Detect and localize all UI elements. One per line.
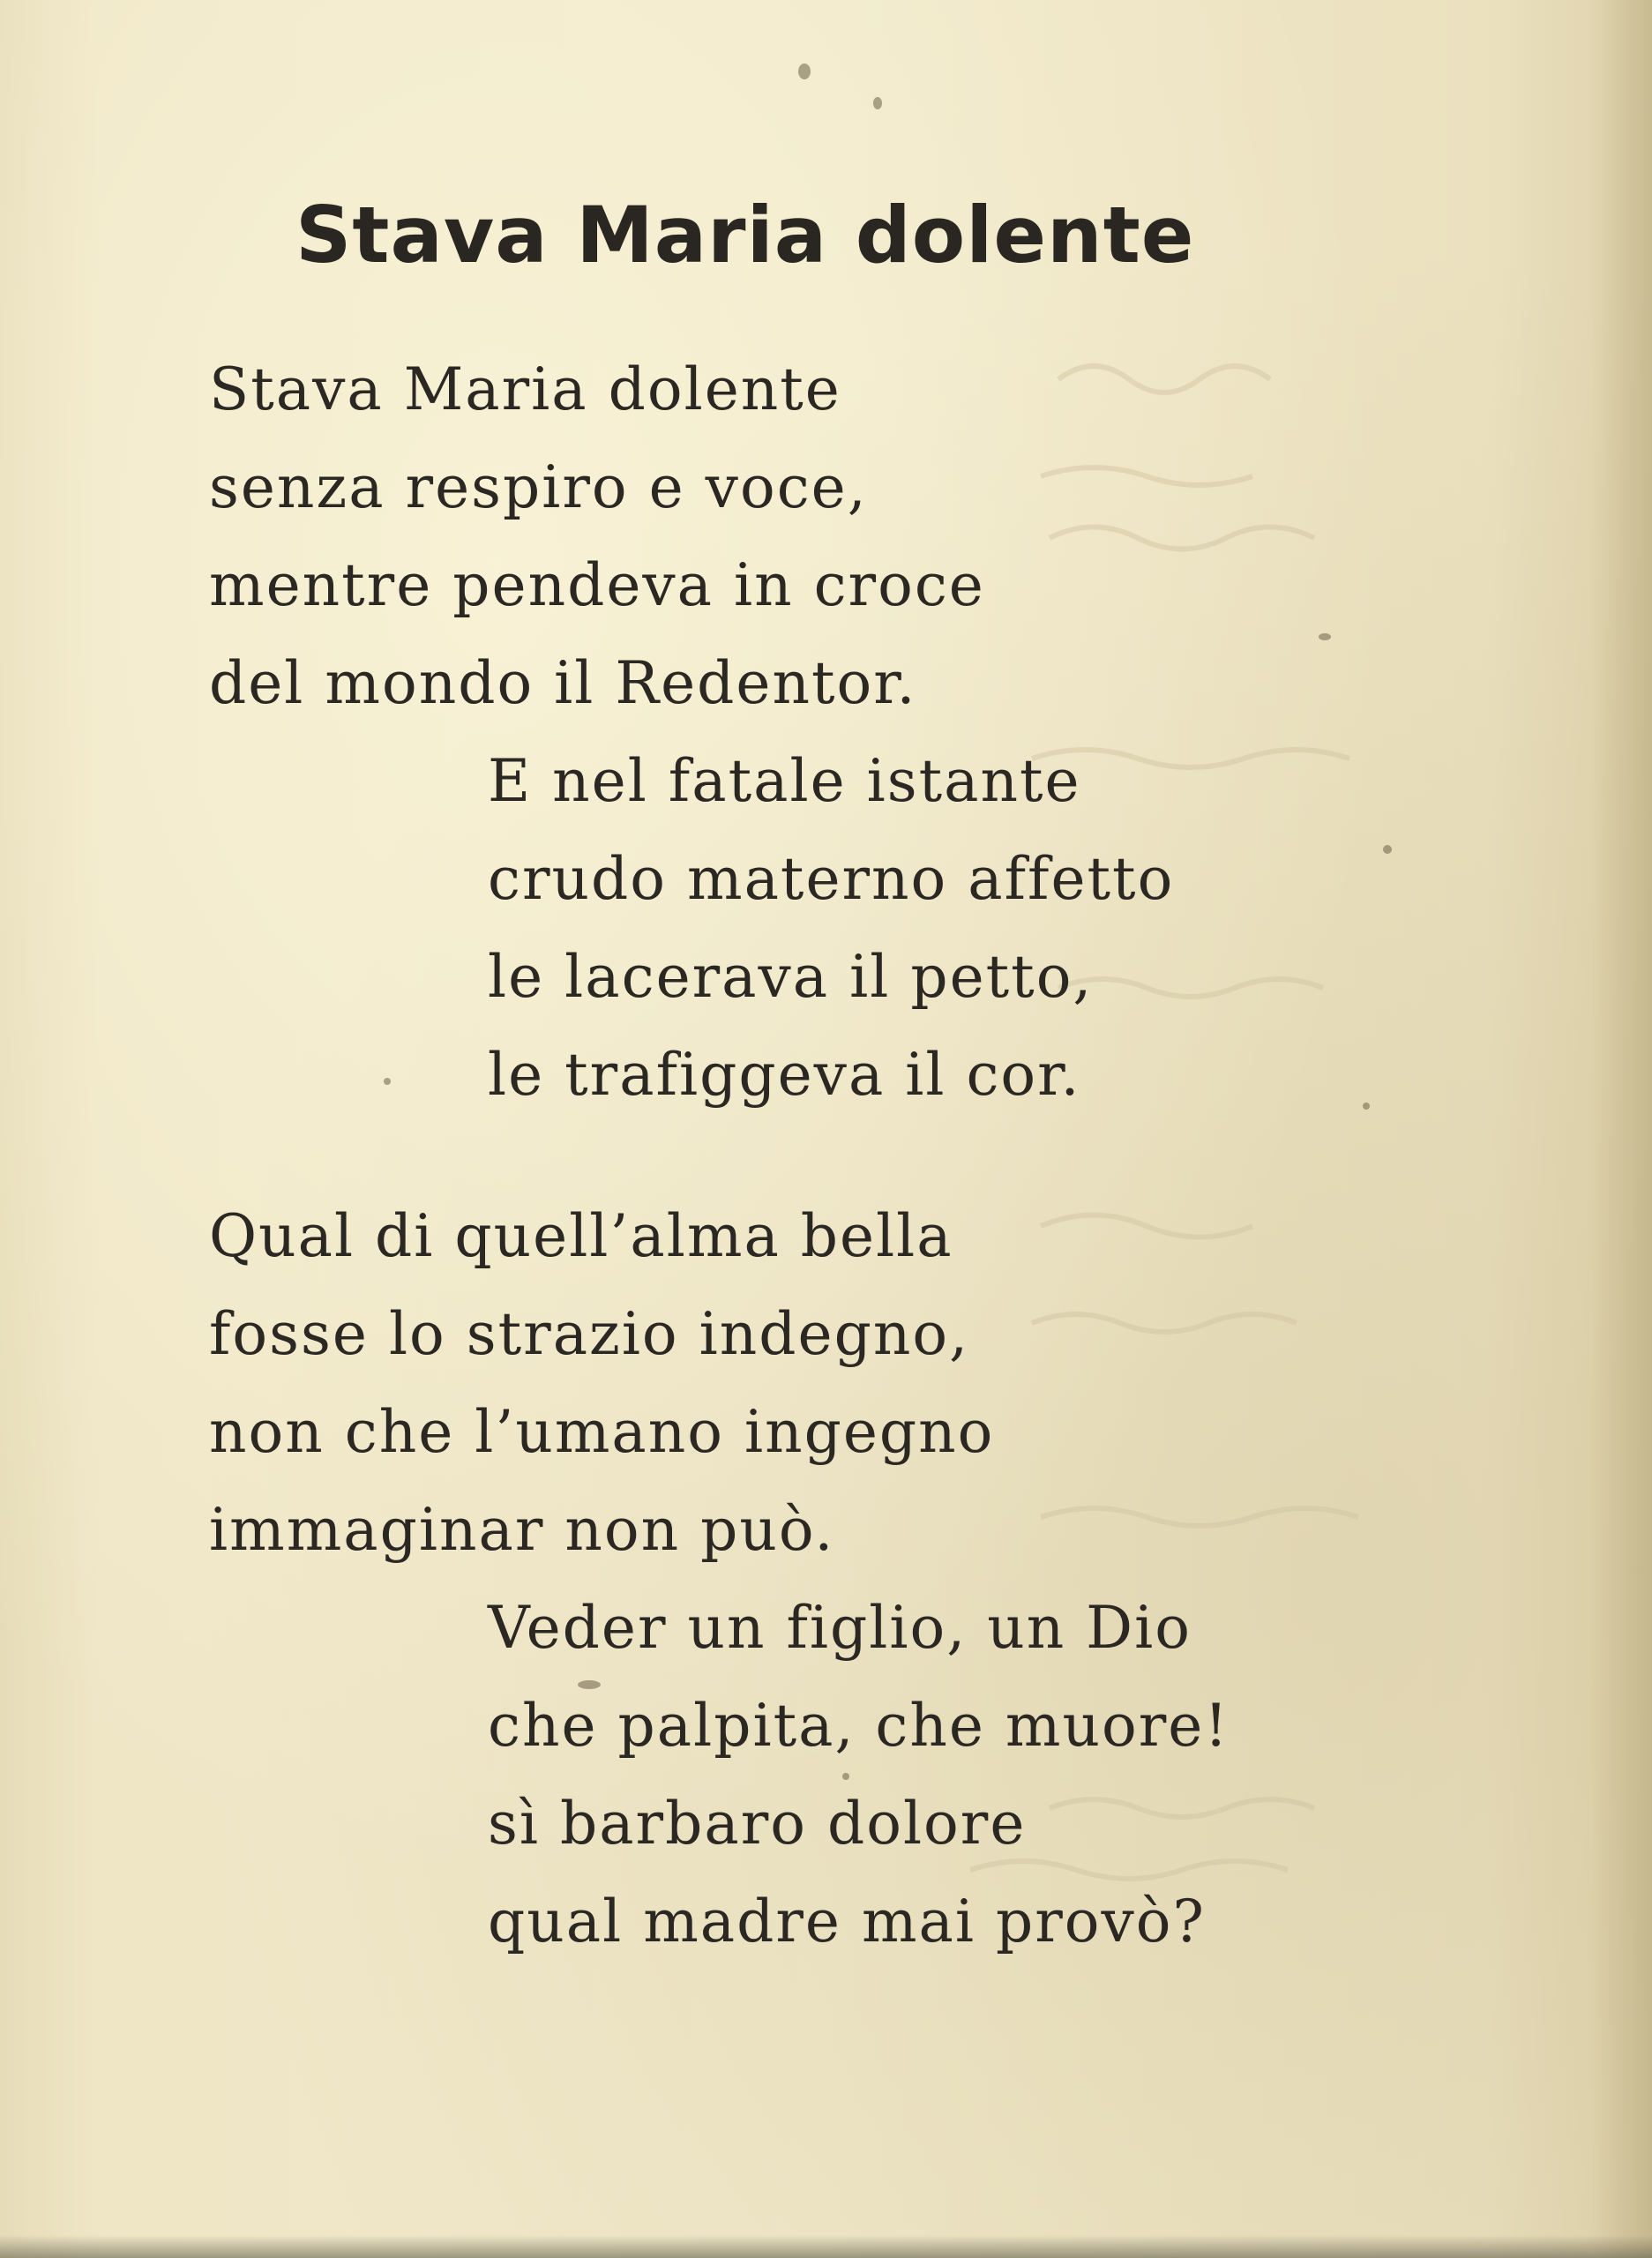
page-edge-shading bbox=[1590, 0, 1652, 2258]
stanza-1 bbox=[209, 340, 985, 732]
verse-line: che palpita, che muore! bbox=[488, 1692, 1230, 1760]
verse-line: le lacerava il petto, bbox=[488, 943, 1094, 1011]
stanza-3 bbox=[209, 1187, 994, 1579]
verse-line: crudo materno affetto bbox=[488, 845, 1175, 913]
verse-line: non che l’umano ingegno bbox=[209, 1398, 995, 1466]
verse-line: immaginar non può. bbox=[209, 1496, 835, 1564]
verse-line: Stava Maria dolente bbox=[209, 355, 841, 423]
ink-speck bbox=[798, 64, 811, 79]
verse-line: Veder un figlio, un Dio bbox=[488, 1594, 1192, 1662]
ink-speck bbox=[1363, 1103, 1370, 1110]
stanza-4 bbox=[488, 1579, 1230, 1970]
page-title: Stava Maria dolente bbox=[295, 190, 1195, 280]
ink-speck bbox=[1383, 845, 1392, 854]
verse-line: E nel fatale istante bbox=[488, 747, 1081, 815]
verse-line: le trafiggeva il cor. bbox=[488, 1041, 1081, 1109]
ink-speck bbox=[384, 1078, 391, 1085]
verse-line: sì barbaro dolore bbox=[488, 1790, 1027, 1858]
verse-line: del mondo il Redentor. bbox=[209, 649, 917, 717]
verse-line: qual madre mai provò? bbox=[488, 1888, 1206, 1955]
ink-speck bbox=[1319, 633, 1331, 640]
verse-line: Qual di quell’alma bella bbox=[209, 1202, 953, 1270]
verse-line: fosse lo strazio indegno, bbox=[209, 1300, 970, 1368]
page-bottom-edge bbox=[0, 2235, 1652, 2258]
verse-line: mentre pendeva in croce bbox=[209, 551, 985, 619]
ink-speck bbox=[873, 97, 882, 109]
verse-line: senza respiro e voce, bbox=[209, 453, 868, 521]
stanza-2 bbox=[488, 732, 1174, 1124]
